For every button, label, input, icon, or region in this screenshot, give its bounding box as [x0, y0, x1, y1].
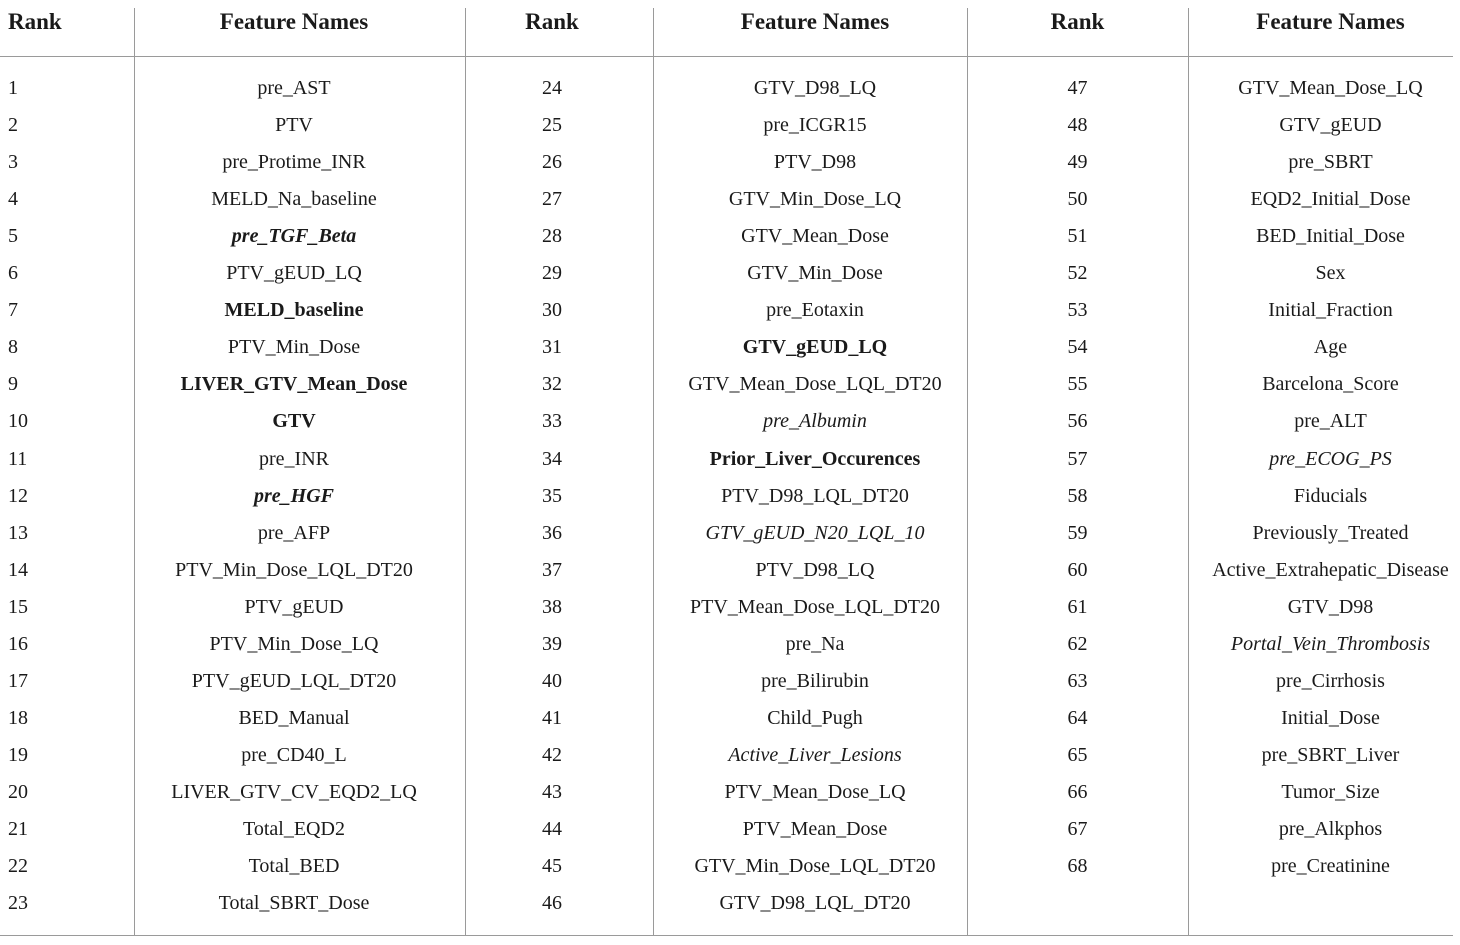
feature-name-cell: EQD2_Initial_Dose	[1250, 188, 1411, 210]
rank-cell: 19	[8, 744, 28, 766]
feature-name-cell: GTV_Mean_Dose_LQ	[1238, 77, 1423, 99]
feature-name-cell: GTV_gEUD_N20_LQL_10	[705, 522, 925, 544]
feature-name-cell: pre_Protime_INR	[222, 151, 366, 173]
rank-cell: 31	[542, 336, 562, 358]
feature-name-cell: pre_HGF	[254, 485, 334, 507]
header-rank-1: Rank	[8, 9, 62, 34]
rank-cell: 49	[1067, 151, 1088, 173]
feature-name-cell: pre_CD40_L	[241, 744, 347, 766]
feature-name-cell: pre_Cirrhosis	[1276, 670, 1385, 692]
feature-name-cell: GTV	[272, 410, 316, 432]
rank-cell: 21	[8, 818, 28, 840]
rank-cell: 61	[1067, 596, 1088, 618]
rank-cell: 15	[8, 596, 28, 618]
table-bottom-border	[0, 935, 1453, 936]
feature-name-cell: pre_AST	[257, 77, 331, 99]
rank-cell: 20	[8, 781, 28, 803]
rank-cell: 30	[542, 299, 562, 321]
header-rank-2: Rank	[525, 9, 579, 34]
rank-cell: 27	[542, 188, 562, 210]
feature-name-cell: pre_Alkphos	[1278, 818, 1383, 840]
rank-cell: 43	[542, 781, 562, 803]
header-divider	[0, 56, 1453, 57]
feature-name-cell: Total_EQD2	[243, 818, 345, 840]
rank-cell: 23	[8, 892, 28, 914]
feature-name-cell: pre_INR	[259, 448, 329, 470]
rank-cell: 26	[542, 151, 562, 173]
rank-cell: 62	[1067, 633, 1088, 655]
feature-name-cell: GTV_gEUD_LQ	[742, 336, 888, 358]
feature-name-cell: Total_BED	[248, 855, 340, 877]
feature-name-cell: GTV_Mean_Dose_LQL_DT20	[688, 373, 942, 395]
feature-name-cell: GTV_D98_LQ	[753, 77, 877, 99]
feature-name-cell: PTV_gEUD_LQL_DT20	[191, 670, 397, 692]
rank-cell: 53	[1067, 299, 1088, 321]
feature-name-cell: pre_Bilirubin	[761, 670, 869, 692]
rank-cell: 51	[1067, 225, 1088, 247]
rank-cell: 47	[1067, 77, 1088, 99]
feature-name-cell: PTV_D98_LQL_DT20	[721, 485, 909, 507]
rank-cell: 40	[542, 670, 562, 692]
rank-cell: 25	[542, 114, 562, 136]
rank-cell: 22	[8, 855, 28, 877]
header-feature-names-2: Feature Names	[740, 9, 890, 34]
rank-cell: 38	[542, 596, 562, 618]
feature-name-cell: GTV_Min_Dose_LQL_DT20	[694, 855, 936, 877]
rank-cell: 9	[8, 373, 18, 395]
feature-name-cell: Initial_Fraction	[1268, 299, 1393, 321]
feature-name-cell: pre_SBRT_Liver	[1261, 744, 1400, 766]
rank-cell: 65	[1067, 744, 1088, 766]
feature-name-cell: PTV_gEUD_LQ	[226, 262, 362, 284]
header-rank-3: Rank	[1050, 9, 1105, 34]
rank-cell: 8	[8, 336, 18, 358]
feature-name-cell: BED_Initial_Dose	[1256, 225, 1405, 247]
rank-cell: 50	[1067, 188, 1088, 210]
feature-name-cell: Barcelona_Score	[1262, 373, 1399, 395]
rank-cell: 42	[542, 744, 562, 766]
feature-name-cell: Child_Pugh	[767, 707, 863, 729]
rank-cell: 68	[1067, 855, 1088, 877]
feature-name-cell: Portal_Vein_Thrombosis	[1230, 633, 1431, 655]
rank-cell: 64	[1067, 707, 1088, 729]
feature-name-cell: PTV_Min_Dose_LQL_DT20	[175, 559, 413, 581]
rank-cell: 41	[542, 707, 562, 729]
feature-name-cell: Previously_Treated	[1252, 522, 1409, 544]
feature-name-cell: GTV_gEUD	[1279, 114, 1382, 136]
feature-name-cell: GTV_Mean_Dose	[741, 225, 889, 247]
rank-cell: 63	[1067, 670, 1088, 692]
rank-cell: 39	[542, 633, 562, 655]
feature-name-cell: pre_Eotaxin	[766, 299, 864, 321]
rank-cell: 35	[542, 485, 562, 507]
feature-name-cell: Active_Extrahepatic_Disease	[1212, 559, 1449, 581]
rank-cell: 14	[8, 559, 28, 581]
rank-cell: 36	[542, 522, 562, 544]
rank-cell: 46	[542, 892, 562, 914]
rank-cell: 7	[8, 299, 18, 321]
feature-name-cell: pre_TGF_Beta	[231, 225, 357, 247]
rank-cell: 12	[8, 485, 28, 507]
rank-cell: 33	[542, 410, 562, 432]
rank-cell: 48	[1067, 114, 1088, 136]
feature-name-cell: Total_SBRT_Dose	[218, 892, 370, 914]
rank-cell: 4	[8, 188, 18, 210]
feature-name-cell: Initial_Dose	[1281, 707, 1380, 729]
rank-cell: 60	[1067, 559, 1088, 581]
rank-cell: 32	[542, 373, 562, 395]
rank-cell: 2	[8, 114, 18, 136]
feature-name-cell: pre_ICGR15	[763, 114, 867, 136]
header-feature-names-3: Feature Names	[1256, 9, 1405, 34]
feature-name-cell: pre_Albumin	[763, 410, 867, 432]
feature-name-cell: PTV_Mean_Dose	[742, 818, 888, 840]
feature-name-cell: GTV_Min_Dose_LQ	[728, 188, 902, 210]
feature-name-cell: Tumor_Size	[1281, 781, 1380, 803]
rank-cell: 52	[1067, 262, 1088, 284]
header-feature-names-1: Feature Names	[219, 9, 369, 34]
rank-cell: 58	[1067, 485, 1088, 507]
feature-name-cell: pre_ECOG_PS	[1269, 448, 1392, 470]
feature-name-cell: pre_Na	[785, 633, 845, 655]
feature-name-cell: Sex	[1315, 262, 1346, 284]
feature-name-cell: Age	[1313, 336, 1348, 358]
feature-name-cell: PTV_Mean_Dose_LQL_DT20	[690, 596, 940, 618]
rank-cell: 67	[1067, 818, 1088, 840]
feature-name-cell: pre_ALT	[1294, 410, 1367, 432]
rank-cell: 37	[542, 559, 562, 581]
feature-name-cell: PTV_Min_Dose_LQ	[209, 633, 379, 655]
rank-cell: 57	[1067, 448, 1088, 470]
feature-name-cell: PTV_Mean_Dose_LQ	[724, 781, 906, 803]
rank-cell: 66	[1067, 781, 1088, 803]
feature-name-cell: MELD_baseline	[224, 299, 364, 321]
feature-name-cell: Fiducials	[1293, 485, 1368, 507]
feature-name-cell: GTV_D98	[1287, 596, 1374, 618]
rank-cell: 55	[1067, 373, 1088, 395]
rank-cell: 1	[8, 77, 18, 99]
feature-name-cell: GTV_Min_Dose	[747, 262, 883, 284]
rank-cell: 18	[8, 707, 28, 729]
rank-cell: 6	[8, 262, 18, 284]
feature-name-cell: PTV_D98_LQ	[755, 559, 875, 581]
rank-cell: 5	[8, 225, 18, 247]
feature-name-cell: LIVER_GTV_Mean_Dose	[180, 373, 408, 395]
rank-cell: 54	[1067, 336, 1088, 358]
rank-cell: 24	[542, 77, 562, 99]
rank-cell: 29	[542, 262, 562, 284]
feature-name-cell: pre_AFP	[257, 522, 331, 544]
feature-name-cell: Prior_Liver_Occurences	[709, 448, 921, 470]
feature-name-cell: Active_Liver_Lesions	[728, 744, 902, 766]
feature-name-cell: pre_Creatinine	[1271, 855, 1390, 877]
rank-cell: 44	[542, 818, 562, 840]
rank-cell: 59	[1067, 522, 1088, 544]
rank-cell: 16	[8, 633, 28, 655]
rank-cell: 34	[542, 448, 562, 470]
rank-cell: 11	[8, 448, 28, 470]
rank-cell: 3	[8, 151, 18, 173]
rank-cell: 56	[1067, 410, 1088, 432]
rank-cell: 10	[8, 410, 28, 432]
feature-name-cell: LIVER_GTV_CV_EQD2_LQ	[171, 781, 417, 803]
feature-name-cell: PTV	[275, 114, 313, 136]
feature-name-cell: PTV_gEUD	[244, 596, 344, 618]
rank-cell: 45	[542, 855, 562, 877]
feature-name-cell: GTV_D98_LQL_DT20	[719, 892, 911, 914]
feature-name-cell: PTV_D98	[773, 151, 857, 173]
feature-name-cell: MELD_Na_baseline	[211, 188, 377, 210]
feature-name-cell: PTV_Min_Dose	[227, 336, 361, 358]
feature-name-cell: BED_Manual	[238, 707, 350, 729]
feature-name-cell: pre_SBRT	[1288, 151, 1373, 173]
rank-cell: 17	[8, 670, 28, 692]
rank-cell: 28	[542, 225, 562, 247]
rank-cell: 13	[8, 522, 28, 544]
